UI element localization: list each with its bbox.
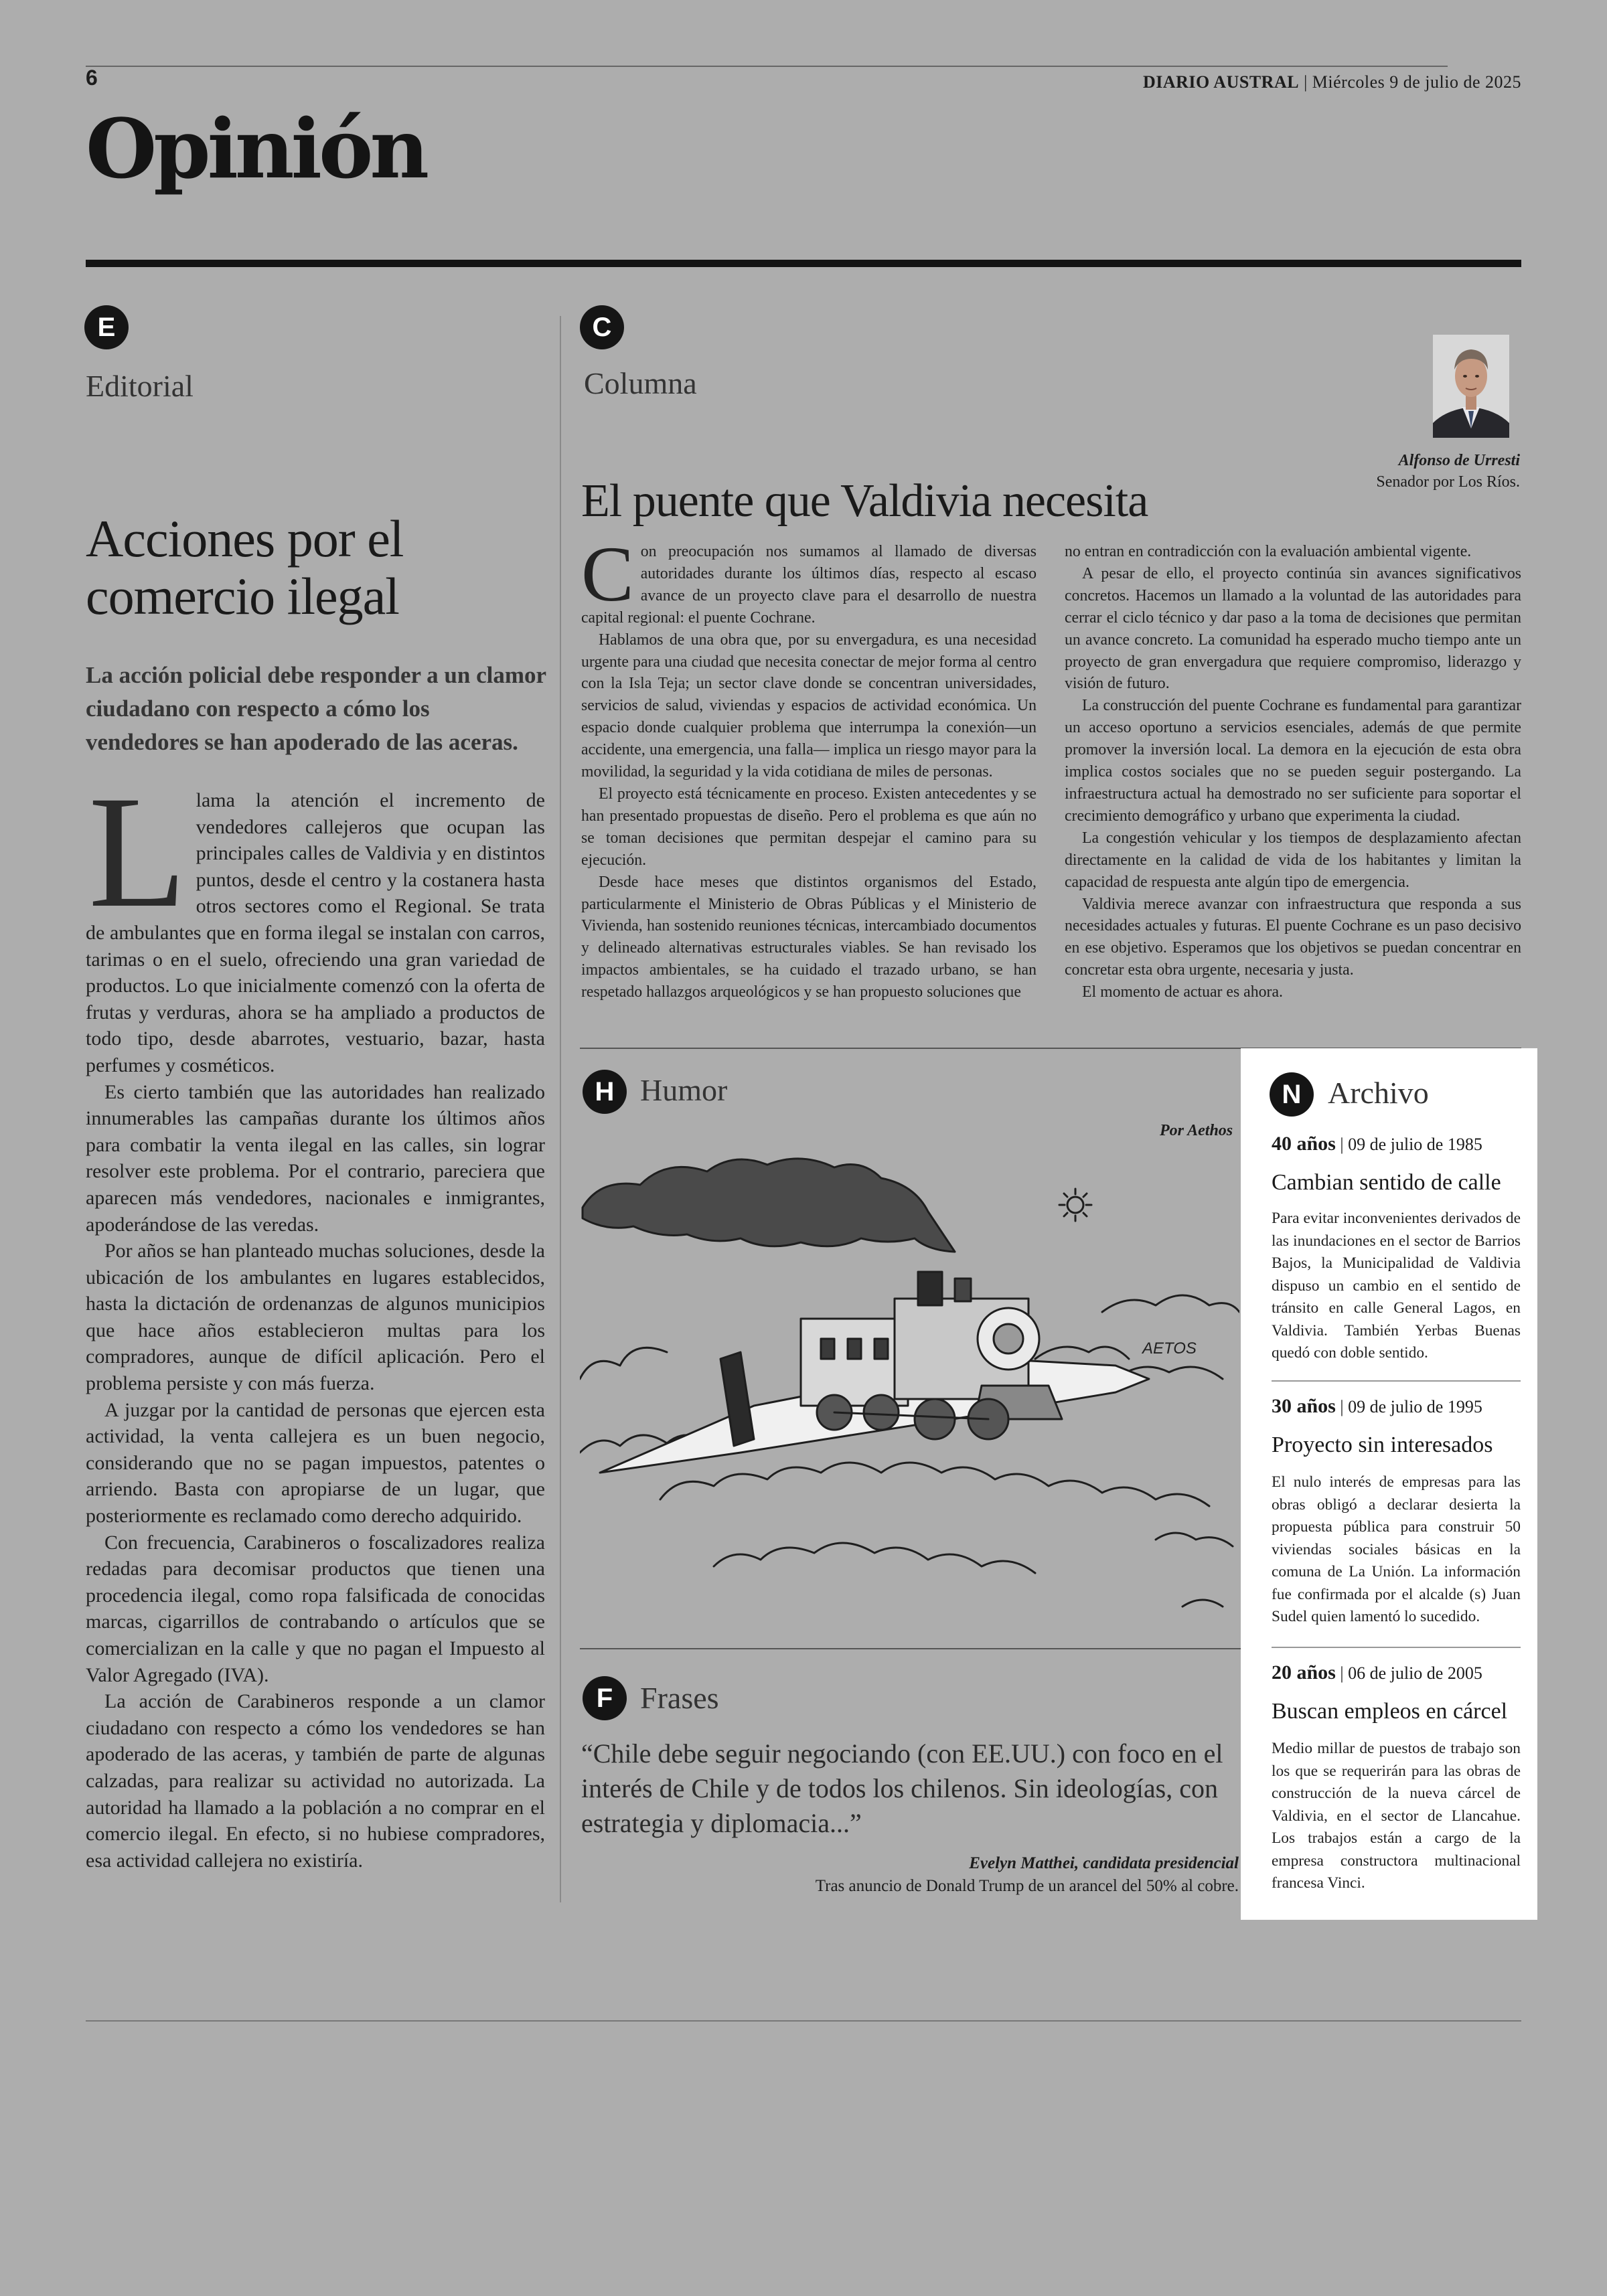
- frases-kicker: Frases: [640, 1681, 719, 1715]
- column-paragraph: El momento de actuar es ahora.: [1082, 983, 1283, 1001]
- column-paragraph: El proyecto está técnicamente en proceso. Existen antecedentes y se han presentado propuestas de diseño. Pero el problema es que aún no se toman decisiones que permitan despejar el camino para su ejecución.: [581, 785, 1037, 869]
- column-paragraph: Valdivia merece avanzar con infraestructura que responda a sus necesidades actuales y futuras. El puente Cochrane es un paso decisivo en ese objetivo. Esperamos que los objetivos se puedan concentrar en concretar esta obra urgente, necesaria y justa.: [1065, 895, 1521, 979]
- column-paragraph: Hablamos de una obra que, por su envergadura, es una necesidad urgente para una ciudad que necesita conectar de mejor forma al centro con la Isla Teja; un sector clave donde se concentran universidades, servicios de salud, viviendas y espacios de actividad económica. Un espacio donde cualquier problema que interrumpa la conexión—un accidente, una emergencia, una falla— implica un riesgo mayor para la movilidad, la seguridad y la vida cotidiana de miles de personas.: [581, 631, 1037, 781]
- cartoon-signature: AETOS: [1142, 1339, 1197, 1358]
- cartoon-credit: Por Aethos: [1160, 1122, 1233, 1139]
- column-paragraph: A pesar de ello, el proyecto continúa sin avances significativos concretos. Hacemos un llamado a la voluntad de las autoridades para cerrar el ciclo técnico y dar paso a la toma de decisiones que permitan un avance concreto. La comunidad ha esperado mucho tiempo ante un proyecto de gran envergadura que requiere compromiso, liderazgo y visión de futuro.: [1065, 564, 1521, 693]
- author-photo: [1433, 335, 1509, 438]
- column-paragraph: Con preocupación nos sumamos al llamado de diversas autoridades durante los últimos días, respecto al escaso avance de un proyecto clave para el desarrollo de nuestra capital regional: el puente Cochrane.: [581, 530, 1037, 627]
- archivo-badge: N: [1270, 1072, 1314, 1117]
- frases-quote: “Chile debe seguir negociando (con EE.UU.) con foco en el interés de Chile y de todos los chilenos. Sin ideologías, con estrategia y diplomacia...”: [581, 1738, 1223, 1838]
- column-body-right: [1065, 541, 1521, 1003]
- archivo-item-date: 40 años | 09 de julio de 1985: [1272, 1133, 1482, 1155]
- cartoon-smoke: [583, 1159, 955, 1252]
- editorial-paragraph: Con frecuencia, Carabineros o foscalizadores realiza redadas para decomisar productos que tienen una procedencia ilegal, como ropa falsificada de conocidas marcas, cigarrillos de contrabando o artículos que se comercializan en la calle y que no pagan el Impuesto al Valor Agregado (IVA).: [86, 1531, 545, 1686]
- archivo-item-headline: Proyecto sin interesados: [1272, 1432, 1493, 1457]
- column-paragraph: no entran en contradicción con la evaluación ambiental vigente.: [1065, 543, 1472, 560]
- editorial-paragraph: Llama la atención el incremento de vendedores callejeros que ocupan las principales calles de Valdivia y en distintos puntos, desde el centro y la costanera hasta otros sectores como el Regional. Se trata de ambulantes que en forma ilegal se instalan con carros, tarimas o en el suelo, ofreciendo una gran variedad de productos. Lo que inicialmente comenzó con la oferta de frutas y verduras, ahora se ha ampliado a productos de todo tipo, desde abarrotes, vestuario, bazar, hasta perfumes y cosméticos.: [86, 762, 545, 1076]
- archivo-item-text: El nulo interés de empresas para las obras obligó a declarar desierta la propuesta pública para construir 50 viviendas sociales básicas en la comuna de La Unión. La información fue confirmada por el alcalde (s) Juan Sudel quien lamentó lo sucedido.: [1272, 1473, 1521, 1625]
- top-rule: [86, 66, 1448, 67]
- editorial-badge: E: [84, 305, 129, 349]
- cartoon-illustration: [580, 1138, 1239, 1647]
- frases-author: Evelyn Matthei, candidata presidencial: [969, 1854, 1239, 1872]
- column-kicker: Columna: [584, 366, 697, 400]
- archivo-divider: [1272, 1380, 1521, 1382]
- archivo-item-date: 30 años | 09 de julio de 1995: [1272, 1395, 1482, 1417]
- archivo-kicker: Archivo: [1328, 1076, 1429, 1110]
- editorial-body: [86, 762, 545, 1874]
- page-number: 6: [86, 66, 98, 90]
- column-paragraph: La construcción del puente Cochrane es fundamental para garantizar un acceso oportuno a servicios esenciales, además de que permite promover la inversión local. La demora en la ejecución de esta obra implica costos sociales que no se pueden seguir postergando. La infraestructura actual ha demostrado no ser suficiente para soportar el crecimiento demográfico y urbano que experimenta la ciudad.: [1065, 697, 1521, 825]
- column-badge: C: [580, 305, 624, 349]
- editorial-lede: La acción policial debe responder a un clamor ciudadano con respecto a cómo los vendedores se han apoderado de las aceras.: [86, 662, 546, 755]
- column-drop-cap: C: [581, 530, 634, 618]
- editorial-paragraph: Es cierto también que las autoridades han realizado innumerables las campañas durante los últimos años para combatir la venta ilegal en las calles, sin lograr resolver este problema. Por el contrario, pareciera que aparecen más vendedores, nacionales e inmigrantes, apoderándose de las veredas.: [86, 1080, 545, 1236]
- section-title: Opinión: [86, 100, 427, 197]
- frases-source: Tras anuncio de Donald Trump de un arancel del 50% al cobre.: [815, 1877, 1239, 1895]
- archivo-item-headline: Cambian sentido de calle: [1272, 1170, 1501, 1195]
- author-role: Senador por Los Ríos.: [1376, 473, 1520, 491]
- column-body-left: [581, 530, 1037, 1003]
- editorial-kicker: Editorial: [86, 369, 194, 403]
- column-paragraph: Desde hace meses que distintos organismos del Estado, particularmente el Ministerio de Obras Públicas y el Ministerio de Vivienda, han sostenido reuniones técnicas, intercambiado documentos y delineado alternativas estructurales viables. Se han revisado los impactos ambientales, se ha cuidado el trazado urbano, se han respetado hallazgos arqueológicos y se han propuesto soluciones que: [581, 873, 1037, 1001]
- archivo-item-date: 20 años | 06 de julio de 2005: [1272, 1661, 1482, 1684]
- editorial-paragraph: La acción de Carabineros responde a un clamor ciudadano con respecto a cómo los vendedores se han apoderado de las aceras, y también de parte de algunas calzadas, para realizar su actividad no autorizada. La autoridad ha llamado a la población a no comprar en el comercio ilegal. En efecto, si no hubiese compradores, esa actividad callejera no existiría.: [86, 1690, 545, 1872]
- bottom-rule: [86, 2020, 1521, 2022]
- archivo-item-text: Para evitar inconvenientes derivados de las inundaciones en el sector de Barrios Bajos, la Municipalidad de Valdivia dispuso un cambio en el sentido de tránsito en calle General Lagos, en Valdivia. También Yerbas Buenas quedó con doble sentido.: [1272, 1210, 1521, 1362]
- archivo-panel: [1241, 1048, 1537, 1920]
- humor-kicker: Humor: [640, 1073, 728, 1107]
- issue-date: Miércoles 9 de julio de 2025: [1312, 72, 1521, 92]
- editorial-paragraph: A juzgar por la cantidad de personas que ejercen esta actividad, la venta callejera es un buen negocio, considerando que no se pagan impuestos, patentes o arriendo. Basta con apropiarse de un lugar, que posteriormente es reclamado como derecho adquirido.: [86, 1398, 545, 1528]
- publication-name: DIARIO AUSTRAL: [1142, 72, 1300, 92]
- archivo-item-headline: Buscan empleos en cárcel: [1272, 1699, 1508, 1724]
- humor-bottom-rule: [580, 1648, 1241, 1649]
- cartoon-train: [801, 1272, 1062, 1439]
- masthead: DIARIO AUSTRAL | Miércoles 9 de julio de 2025: [1142, 72, 1521, 92]
- editorial-divider: [560, 316, 561, 1902]
- column-author: [1376, 450, 1520, 493]
- column-paragraph: La congestión vehicular y los tiempos de desplazamiento afectan directamente en la calidad de vida de los habitantes y limitan la capacidad de respuesta ante algún tipo de emergencia.: [1065, 829, 1521, 891]
- archivo-item-text: Medio millar de puestos de trabajo son los que se requerirán para las obras de construcción de la nueva cárcel de Valdivia, en el sector de Llancahue. Los trabajos están a cargo de la empresa constructora multinacional francesa Vinci.: [1272, 1740, 1521, 1892]
- author-name: Alfonso de Urresti: [1398, 452, 1520, 469]
- column-headline: El puente que Valdivia necesita: [581, 475, 1148, 527]
- humor-badge: H: [583, 1070, 627, 1114]
- frases-badge: F: [583, 1676, 627, 1720]
- archivo-divider: [1272, 1647, 1521, 1648]
- editorial-drop-cap: L: [88, 762, 187, 940]
- editorial-paragraph: Por años se han planteado muchas soluciones, desde la ubicación de los ambulantes en lugares establecidos, hasta la dictación de ordenanzas de algunos municipios que hace años establecieron multas para los compradores, aunque de difícil aplicación. Pero el problema persiste y con más fuerza.: [86, 1240, 545, 1395]
- section-rule: [86, 260, 1521, 267]
- editorial-headline: Acciones por el comercio ilegal: [86, 509, 404, 625]
